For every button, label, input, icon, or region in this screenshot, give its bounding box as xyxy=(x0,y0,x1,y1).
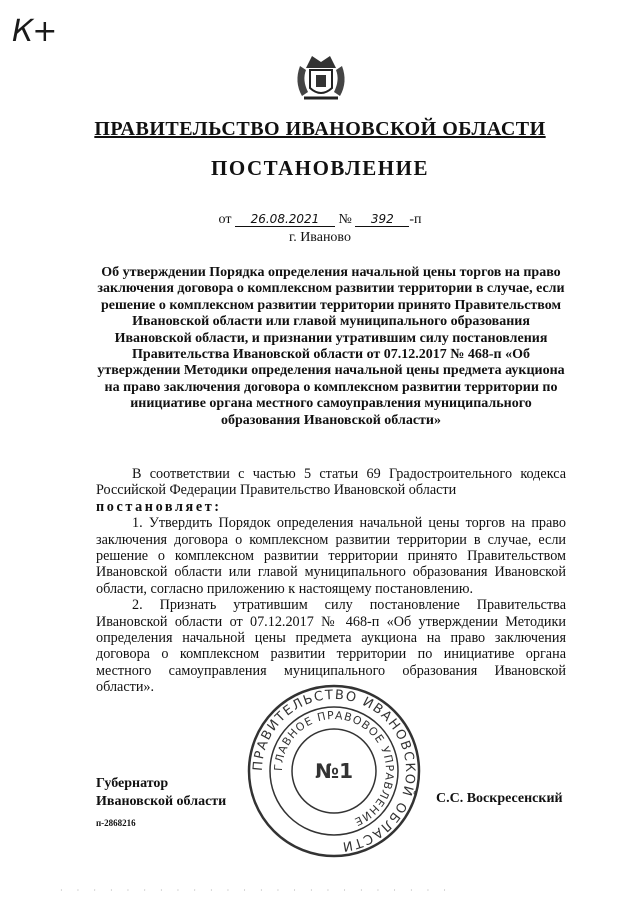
stamp-number: №1 xyxy=(315,759,353,783)
government-name: ПРАВИТЕЛЬСТВО ИВАНОВСКОЙ ОБЛАСТИ xyxy=(94,118,546,140)
decree-word: постановляет: xyxy=(96,498,222,515)
date-number-line xyxy=(0,212,640,228)
stamp-inner-text: ГЛАВНОЕ ПРАВОВОЕ УПРАВЛЕНИЕ xyxy=(271,708,397,829)
signatory-title-line2: Ивановской области xyxy=(96,794,227,809)
signatory-title-line1: Губернатор xyxy=(96,776,169,791)
number-suffix: -п xyxy=(409,212,422,227)
document-code: п-2868216 xyxy=(96,818,136,828)
number-prefix: № xyxy=(338,212,352,227)
scan-artifact-dots: · · · · · · · · · · · · · · · · · · · · · · · · xyxy=(60,886,452,895)
signatory-name: С.С. Воскресенский xyxy=(436,791,563,806)
body-item-2: 2. Признать утратившим силу постановление Правительства Ивановской области от 07.12.2017 № 468-п «Об утверждении Методики определения начальной цены предмета аукциона на право заключения договора о комплексном развитии территории по инициативе органа местного самоуправления муниципального образования Ивановской области». xyxy=(96,597,566,696)
document-body xyxy=(96,466,566,696)
body-intro: В соответствии с частью 5 статьи 69 Градостроительного кодекса Российской Федерации Правительство Ивановской области xyxy=(96,466,566,499)
handwritten-corner-mark: К+ xyxy=(12,14,57,49)
coat-of-arms-icon xyxy=(292,48,350,106)
stamp-outer-text: ПРАВИТЕЛЬСТВО ИВАНОВСКОЙ ОБЛАСТИ xyxy=(250,687,418,854)
document-type: ПОСТАНОВЛЕНИЕ xyxy=(211,156,429,180)
city: г. Иваново xyxy=(289,230,351,245)
date-value: 26.08.2021 xyxy=(235,212,335,227)
official-stamp xyxy=(246,683,422,859)
body-item-1: 1. Утвердить Порядок определения начальной цены торгов на право заключения договора о комплексном развитии территории в случае, если решение о комплексном развитии территории принято Правительством Ивановской области или главой муниципального образования Ивановской области, согласно приложению к настоящему постановлению. xyxy=(96,515,566,597)
signatory-title xyxy=(96,775,226,811)
document-heading: Об утверждении Порядка определения начальной цены торгов на право заключения договора о комплексном развитии территории в случае, если решение о комплексном развитии территории принято Правительством Ивановской области или главой муниципального образования Ивановской области, и признании утратившим силу постановления Правительства Ивановской области от 07.12.2017 № 468-п «Об утверждении Методики определения начальной цены предмета аукциона на право заключения договора о комплексном развитии территории по инициативе органа местного самоуправления муниципального образования Ивановской области» xyxy=(97,265,565,428)
number-value: 392 xyxy=(355,212,409,227)
date-prefix: от xyxy=(218,212,232,227)
